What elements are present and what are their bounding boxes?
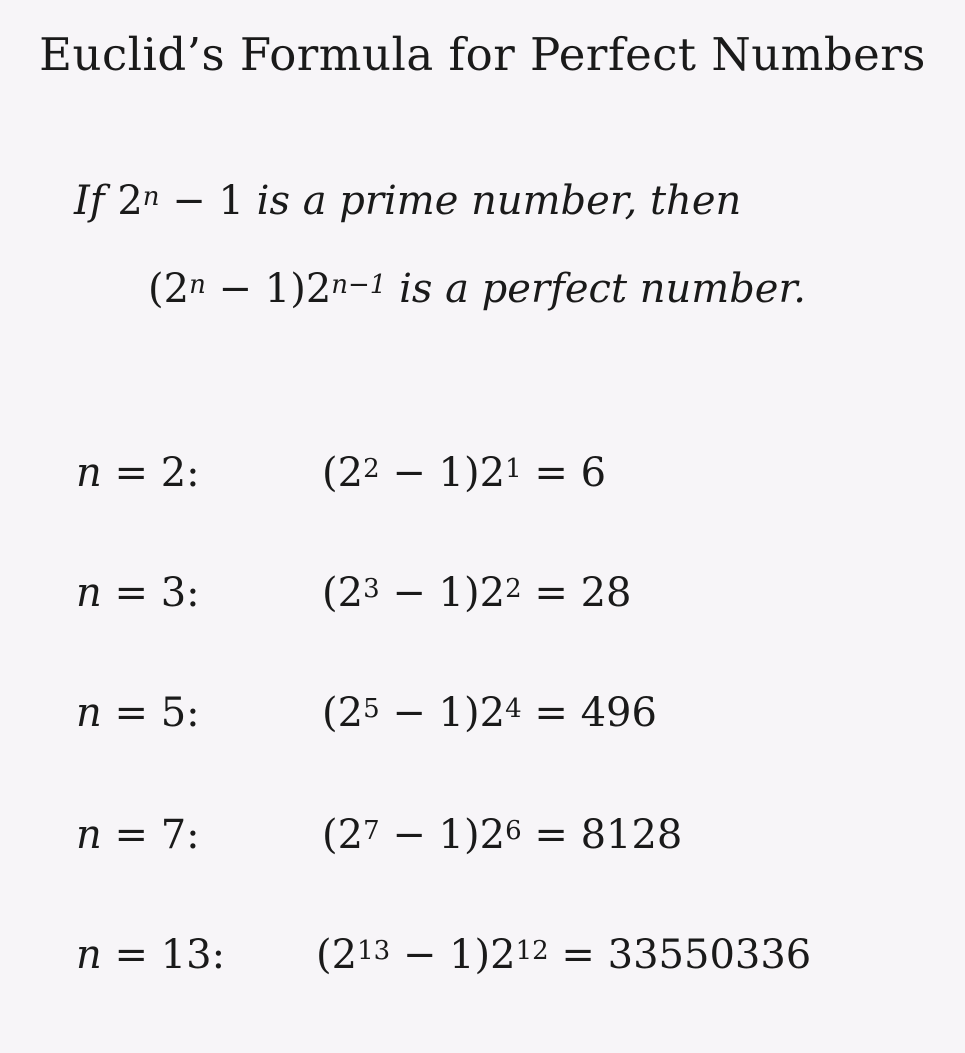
n-number: 2: [160, 450, 187, 496]
n-value-label: [76, 932, 225, 978]
perfect-number-result: 33550336: [607, 932, 812, 978]
statement-line-2: [148, 266, 806, 312]
statement-line-1: [74, 178, 741, 224]
minus-base: − 1)2: [379, 450, 506, 496]
equals-sign: =: [101, 812, 161, 858]
exponent-n: n: [142, 181, 160, 212]
result-equals: =: [521, 690, 581, 736]
open-base: (2: [322, 450, 364, 496]
n-value-label: [76, 450, 200, 496]
minus-base: − 1)2: [379, 690, 506, 736]
exponent-2: 2: [505, 573, 522, 604]
n-value-label: [76, 812, 200, 858]
exponent-n-minus-1: n−1: [331, 269, 387, 300]
open-base: (2: [322, 812, 364, 858]
exponent-2: 4: [505, 693, 522, 724]
n-number: 13: [160, 932, 212, 978]
equals-sign: =: [101, 932, 161, 978]
exponent-n: n: [189, 269, 206, 300]
if-word: If: [74, 178, 105, 224]
n-variable: n: [76, 812, 102, 858]
formula-expression: [316, 932, 811, 978]
formula-expression: [322, 812, 682, 858]
colon: :: [186, 690, 200, 736]
colon: :: [186, 570, 200, 616]
result-equals: =: [521, 570, 581, 616]
minus-one: − 1: [205, 266, 291, 312]
exponent-2: 1: [505, 453, 522, 484]
open-paren: (: [148, 266, 164, 312]
exponent-1: 13: [357, 935, 391, 966]
perfect-number-result: 6: [580, 450, 607, 496]
base-two: 2: [117, 178, 143, 224]
minus-one: − 1: [159, 178, 244, 224]
minus-base: − 1)2: [390, 932, 516, 978]
perfect-number-result: 8128: [580, 812, 683, 858]
n-value-label: [76, 690, 200, 736]
page-title: Euclid’s Formula for Perfect Numbers: [39, 28, 926, 81]
n-number: 3: [160, 570, 187, 616]
equals-sign: =: [101, 450, 161, 496]
n-value-label: [76, 570, 200, 616]
colon: :: [186, 450, 200, 496]
formula-expression: [322, 690, 657, 736]
perfect-number-result: 28: [580, 570, 632, 616]
equals-sign: =: [101, 570, 161, 616]
colon: :: [186, 812, 200, 858]
open-base: (2: [322, 690, 364, 736]
minus-base: − 1)2: [379, 570, 506, 616]
result-equals: =: [521, 812, 581, 858]
exponent-1: 2: [363, 453, 380, 484]
colon: :: [211, 932, 226, 978]
exponent-1: 7: [363, 815, 380, 846]
base-two: 2: [163, 266, 190, 312]
n-variable: n: [76, 932, 102, 978]
n-number: 5: [160, 690, 187, 736]
n-variable: n: [76, 690, 102, 736]
base-two: 2: [305, 266, 332, 312]
perfect-number-result: 496: [580, 690, 657, 736]
formula-expression: [322, 570, 631, 616]
exponent-1: 5: [363, 693, 380, 724]
exponent-2: 6: [505, 815, 522, 846]
open-base: (2: [316, 932, 358, 978]
perfect-text: is a perfect number.: [399, 266, 806, 312]
exponent-1: 3: [363, 573, 380, 604]
formula-expression: [322, 450, 606, 496]
n-variable: n: [76, 570, 102, 616]
close-paren: ): [290, 266, 306, 312]
prime-text: is a prime number, then: [256, 178, 742, 224]
n-variable: n: [76, 450, 102, 496]
minus-base: − 1)2: [379, 812, 506, 858]
open-base: (2: [322, 570, 364, 616]
result-equals: =: [521, 450, 581, 496]
result-equals: =: [548, 932, 608, 978]
equals-sign: =: [101, 690, 161, 736]
exponent-2: 12: [515, 935, 549, 966]
n-number: 7: [160, 812, 187, 858]
